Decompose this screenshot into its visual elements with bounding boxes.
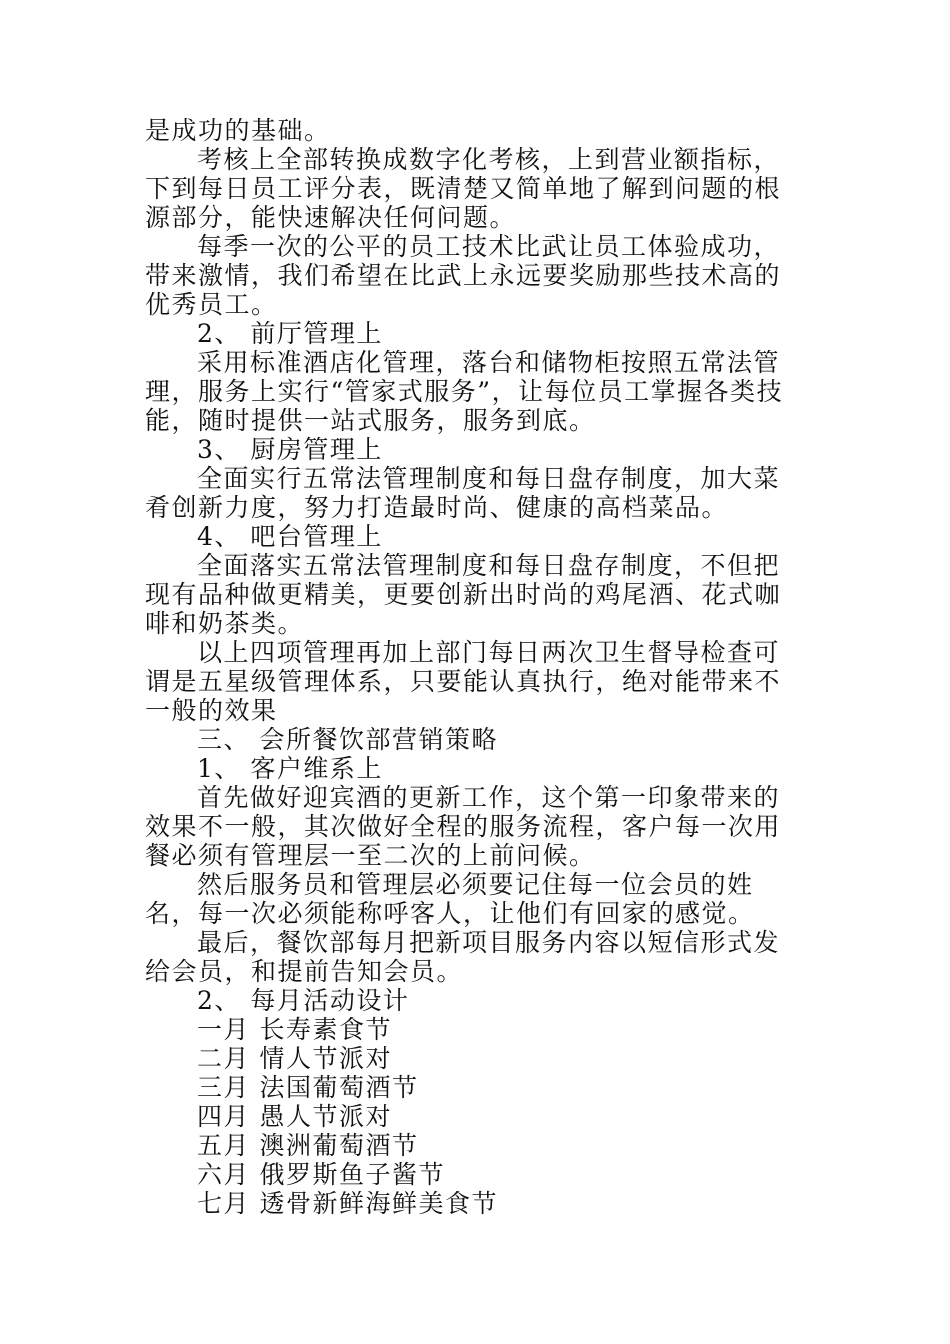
paragraph-2: 考核上全部转换成数字化考核，上到营业额指标，下到每日员工评分表，既清楚又简单地了解到问题的根源部分，能快速解决任何问题。	[145, 145, 782, 232]
paragraph-14: 然后服务员和管理层必须要记住每一位会员的姓名，每一次必须能称呼客人，让他们有回家的感觉。	[145, 870, 755, 928]
paragraph-15: 最后，餐饮部每月把新项目服务内容以短信形式发给会员，和提前告知会员。	[145, 928, 781, 986]
list-item-april: 四月 愚人节派对	[197, 1102, 392, 1131]
list-item-march: 三月 法国葡萄酒节	[197, 1073, 419, 1102]
paragraph-5: 采用标准酒店化管理，落台和储物柜按照五常法管理，服务上实行“管家式服务”，让每位员工掌握各类技能，随时提供一站式服务，服务到底。	[145, 348, 784, 435]
paragraph-10: 以上四项管理再加上部门每日两次卫生督导检查可谓是五星级管理体系，只要能认真执行，绝对能带来不一般的效果	[145, 638, 782, 725]
paragraph-7: 全面实行五常法管理制度和每日盘存制度，加大菜肴创新力度，努力打造最时尚、健康的高档菜品。	[145, 464, 781, 522]
list-item-may: 五月 澳洲葡萄酒节	[197, 1131, 419, 1160]
paragraph-13: 首先做好迎宾酒的更新工作，这个第一印象带来的效果不一般，其次做好全程的服务流程，客户每一次用餐必须有管理层一至二次的上前问候。	[145, 783, 782, 870]
section-heading-bar: 4、 吧台管理上	[197, 522, 383, 551]
document-body	[145, 116, 805, 1218]
list-item-july: 七月 透骨新鲜海鲜美食节	[197, 1189, 498, 1218]
section-heading-kitchen: 3、 厨房管理上	[197, 435, 383, 464]
list-item-june: 六月 俄罗斯鱼子酱节	[197, 1160, 445, 1189]
section-heading-front-hall: 2、 前厅管理上	[197, 319, 383, 348]
list-item-january: 一月 长寿素食节	[197, 1015, 392, 1044]
section-heading-marketing: 三、 会所餐饮部营销策略	[197, 725, 498, 754]
section-heading-customer: 1、 客户维系上	[197, 754, 383, 783]
list-item-february: 二月 情人节派对	[197, 1044, 392, 1073]
paragraph-3: 每季一次的公平的员工技术比武让员工体验成功，带来激情，我们希望在比武上永远要奖励那些技术高的优秀员工。	[145, 232, 782, 319]
section-heading-monthly-events: 2、 每月活动设计	[197, 986, 410, 1015]
paragraph-1: 是成功的基础。	[145, 116, 331, 145]
paragraph-9: 全面落实五常法管理制度和每日盘存制度，不但把现有品种做更精美，更要创新出时尚的鸡尾酒、花式咖啡和奶茶类。	[145, 551, 782, 638]
